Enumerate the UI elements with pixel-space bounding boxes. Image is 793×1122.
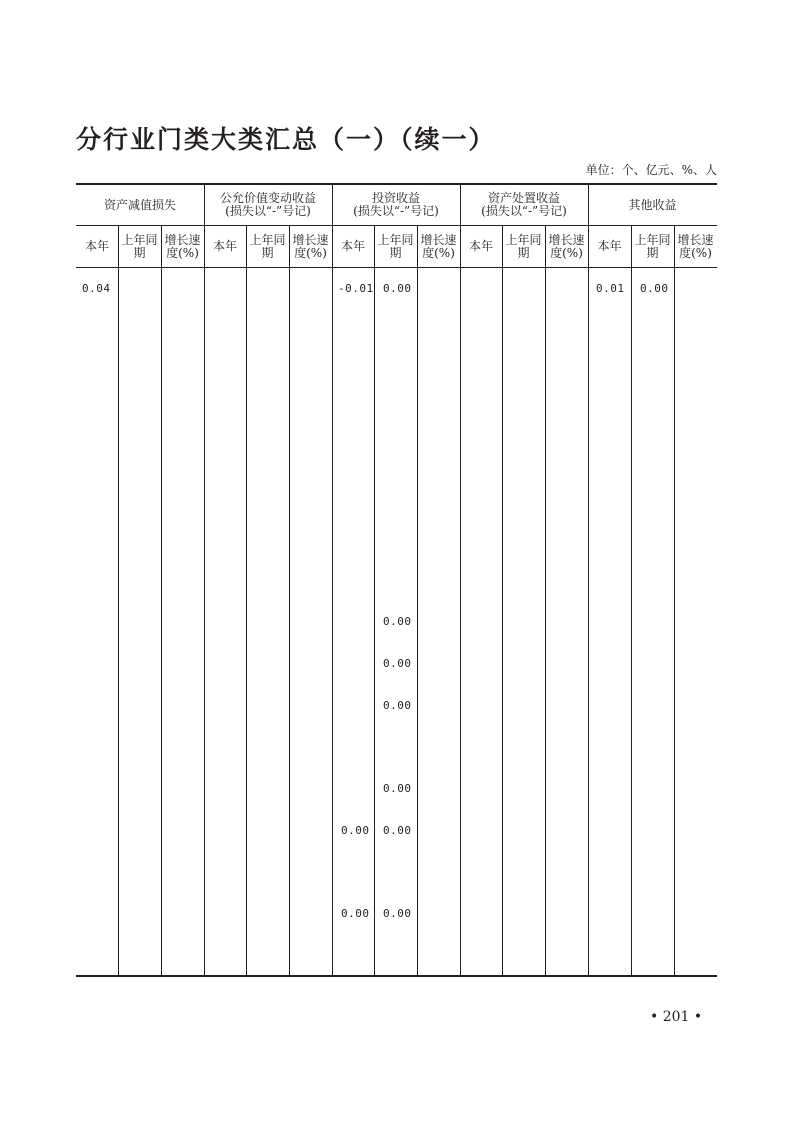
- table-bottom-rule: [76, 975, 717, 977]
- data-table: [76, 183, 717, 977]
- column-divider: [161, 225, 162, 976]
- subheader-growth-rate: 增长速 度(%): [548, 232, 585, 260]
- table-cell: 0.00: [640, 282, 669, 295]
- group-header-note: (损失以“-”号记): [225, 204, 311, 218]
- group-divider: [332, 183, 333, 976]
- column-divider: [289, 225, 290, 976]
- subheader-last-year: 上年同 期: [505, 232, 542, 260]
- group-divider: [204, 183, 205, 976]
- subheader-current-year: 本年: [468, 239, 493, 253]
- group-header-note: (损失以“-”号记): [481, 204, 567, 218]
- subheader-growth-rate: 增长速 度(%): [677, 232, 714, 260]
- group-header-asset-disposal: [460, 185, 588, 225]
- group-header-label: 资产处置收益: [487, 191, 560, 205]
- subheader-last-year: 上年同 期: [634, 232, 671, 260]
- column-divider: [545, 225, 546, 976]
- group-header-fair-value-change: [204, 185, 332, 225]
- table-cell: 0.00: [383, 907, 412, 920]
- subheader-rule: [76, 267, 717, 268]
- table-cell: 0.00: [383, 824, 412, 837]
- group-header-label: 投资收益: [371, 191, 420, 205]
- table-cell: 0.04: [82, 282, 111, 295]
- table-cell: -0.01: [338, 282, 374, 295]
- column-divider: [674, 225, 675, 976]
- group-header-asset-impairment: [76, 185, 204, 225]
- column-divider: [246, 225, 247, 976]
- table-cell: 0.00: [383, 699, 412, 712]
- table-cell: 0.00: [341, 824, 370, 837]
- subheader-last-year: 上年同 期: [249, 232, 286, 260]
- subheader-growth-rate: 增长速 度(%): [292, 232, 329, 260]
- subheader-current-year: 本年: [212, 239, 237, 253]
- table-cell: 0.01: [596, 282, 625, 295]
- subheader-last-year: 上年同 期: [121, 232, 158, 260]
- group-divider: [588, 183, 589, 976]
- group-header-label: 资产减值损失: [103, 197, 176, 212]
- subheader-current-year: 本年: [597, 239, 622, 253]
- group-header-other-income: [588, 185, 717, 225]
- table-cell: 0.00: [383, 657, 412, 670]
- subheader-last-year: 上年同 期: [377, 232, 414, 260]
- table-cell: 0.00: [383, 615, 412, 628]
- group-divider: [460, 183, 461, 976]
- group-header-investment-income: [332, 185, 460, 225]
- column-divider: [118, 225, 119, 976]
- page-number: • 201 •: [650, 1009, 703, 1025]
- unit-label: 单位：个、亿元、%、人: [585, 163, 717, 177]
- group-header-note: (损失以“-”号记): [353, 204, 439, 218]
- subheader-growth-rate: 增长速 度(%): [164, 232, 201, 260]
- subheader-growth-rate: 增长速 度(%): [420, 232, 457, 260]
- table-cell: 0.00: [341, 907, 370, 920]
- page-title: 分行业门类大类汇总（一）（续一）: [76, 125, 496, 154]
- column-divider: [631, 225, 632, 976]
- table-cell: 0.00: [383, 282, 412, 295]
- group-header-label: 其他收益: [628, 197, 677, 212]
- group-header-label: 公允价值变动收益: [219, 191, 316, 205]
- column-divider: [374, 225, 375, 976]
- column-divider: [417, 225, 418, 976]
- column-divider: [502, 225, 503, 976]
- subheader-current-year: 本年: [340, 239, 365, 253]
- table-cell: 0.00: [383, 782, 412, 795]
- subheader-current-year: 本年: [84, 239, 109, 253]
